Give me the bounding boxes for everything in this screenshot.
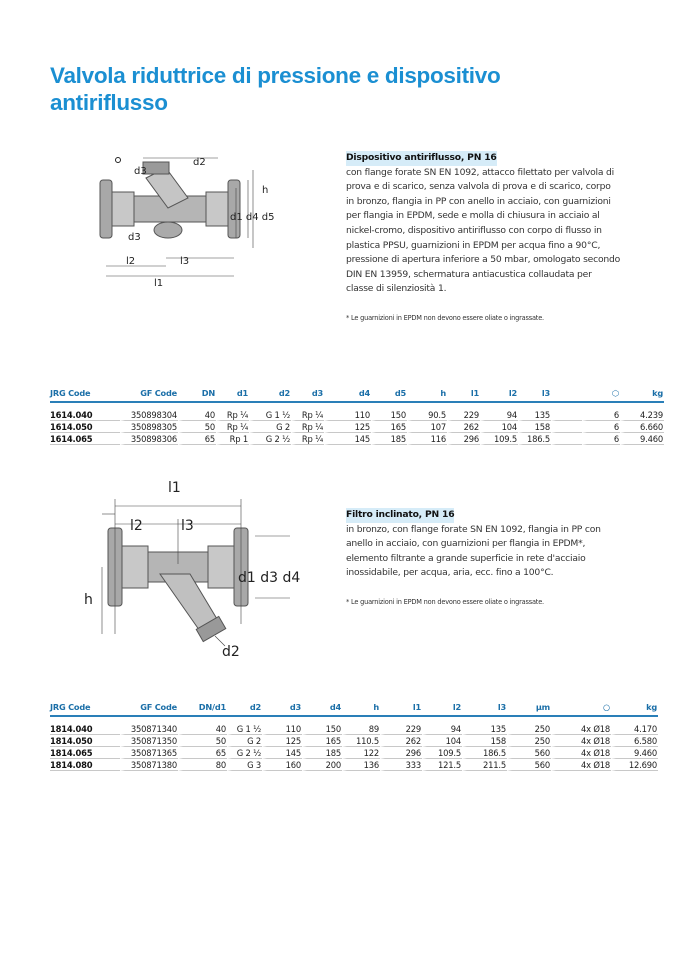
table-cell: 6 xyxy=(582,409,620,421)
column-header: d3 xyxy=(291,388,324,403)
table-cell: 50 xyxy=(178,421,216,433)
table-cell: 94 xyxy=(480,409,518,421)
table-cell: 200 xyxy=(302,759,342,771)
table-cell: 350871365 xyxy=(120,747,178,759)
table-cell: G 2 xyxy=(249,421,291,433)
table-cell: 9.460 xyxy=(620,433,664,445)
table-cell: G 2 ½ xyxy=(227,747,262,759)
table-cell: 186.5 xyxy=(518,433,551,445)
table-cell: 1814.050 xyxy=(50,735,120,747)
table-cell: 350898305 xyxy=(120,421,178,433)
table-cell: 107 xyxy=(407,421,447,433)
column-header: l3 xyxy=(518,388,551,403)
table-cell xyxy=(551,409,582,421)
column-header: h xyxy=(342,702,380,717)
column-header xyxy=(551,388,582,403)
column-header: JRG Code xyxy=(50,388,120,403)
table-cell: 40 xyxy=(178,723,227,735)
column-header: l3 xyxy=(462,702,507,717)
label-l2: l2 xyxy=(126,256,136,267)
page-title: Valvola riduttrice di pressione e dispositivo antiriflusso xyxy=(50,63,501,115)
label-d3-top: d3 xyxy=(134,166,147,177)
table-cell: 1614.050 xyxy=(50,421,120,433)
table-cell: 158 xyxy=(518,421,551,433)
column-header: kg xyxy=(620,388,664,403)
table-cell: 104 xyxy=(422,735,462,747)
backflow-preventer-table xyxy=(50,388,664,445)
label-h: h xyxy=(262,185,269,196)
table-cell: 125 xyxy=(262,735,302,747)
backflow-preventer-diagram xyxy=(88,148,298,288)
table-cell: 4x Ø18 xyxy=(551,735,611,747)
label-l1: l1 xyxy=(154,278,164,288)
table-row xyxy=(50,747,658,759)
table-cell: 1814.080 xyxy=(50,759,120,771)
label-l2: l2 xyxy=(130,518,143,534)
y-strainer-diagram xyxy=(80,474,310,664)
table-cell xyxy=(551,433,582,445)
y-strainer-table xyxy=(50,702,658,771)
table-cell: 262 xyxy=(380,735,422,747)
table-row xyxy=(50,421,664,433)
table-cell: 262 xyxy=(447,421,480,433)
section-note: * Le guarnizioni in EPDM non devono essere oliate o ingrassate. xyxy=(346,313,544,322)
table-cell: 185 xyxy=(371,433,407,445)
table-cell: 40 xyxy=(178,409,216,421)
table-cell: 65 xyxy=(178,433,216,445)
table-cell: 250 xyxy=(507,735,551,747)
table-cell: 350898306 xyxy=(120,433,178,445)
table-cell: 80 xyxy=(178,759,227,771)
table-cell: 9.460 xyxy=(611,747,658,759)
column-header: d2 xyxy=(227,702,262,717)
section-heading: Dispositivo antiriflusso, PN 16 xyxy=(346,151,497,166)
table-cell: 145 xyxy=(262,747,302,759)
table-cell: 65 xyxy=(178,747,227,759)
table-cell: 94 xyxy=(422,723,462,735)
table-row xyxy=(50,409,664,421)
table-cell: 109.5 xyxy=(422,747,462,759)
table-cell: 110 xyxy=(262,723,302,735)
table-cell: 90.5 xyxy=(407,409,447,421)
table-cell: G 2 xyxy=(227,735,262,747)
table-cell: 116 xyxy=(407,433,447,445)
label-d1-d4-d5: d1 d4 d5 xyxy=(230,212,275,223)
table-cell: 350898304 xyxy=(120,409,178,421)
table-header xyxy=(50,388,664,403)
table-cell: 250 xyxy=(507,723,551,735)
table-cell: 104 xyxy=(480,421,518,433)
label-d1-d3-d4: d1 d3 d4 xyxy=(238,570,301,586)
table-cell: 4.170 xyxy=(611,723,658,735)
section-heading: Filtro inclinato, PN 16 xyxy=(346,508,454,523)
table-cell: 158 xyxy=(462,735,507,747)
table-cell: 186.5 xyxy=(462,747,507,759)
section-note: * Le guarnizioni in EPDM non devono essere oliate o ingrassate. xyxy=(346,597,544,606)
table-cell: 165 xyxy=(302,735,342,747)
table-cell: G 1 ½ xyxy=(227,723,262,735)
table-cell: 350871350 xyxy=(120,735,178,747)
table-cell: 6 xyxy=(582,421,620,433)
table-cell: 4.239 xyxy=(620,409,664,421)
column-header: kg xyxy=(611,702,658,717)
column-header: JRG Code xyxy=(50,702,120,717)
label-h: h xyxy=(84,592,93,608)
column-header: GF Code xyxy=(120,388,178,403)
table-cell: 296 xyxy=(380,747,422,759)
table-cell: 4x Ø18 xyxy=(551,723,611,735)
table-cell: 560 xyxy=(507,759,551,771)
column-header: d3 xyxy=(262,702,302,717)
table-cell: 165 xyxy=(371,421,407,433)
table-cell: 4x Ø18 xyxy=(551,759,611,771)
table-cell: 12.690 xyxy=(611,759,658,771)
table-cell: 6 xyxy=(582,433,620,445)
table-cell: 6.580 xyxy=(611,735,658,747)
table-row xyxy=(50,433,664,445)
table-cell: 1614.040 xyxy=(50,409,120,421)
column-header: d2 xyxy=(249,388,291,403)
column-header: GF Code xyxy=(120,702,178,717)
column-header: d5 xyxy=(371,388,407,403)
table-row xyxy=(50,759,658,771)
table-cell: 150 xyxy=(302,723,342,735)
column-header: µm xyxy=(507,702,551,717)
table-header xyxy=(50,702,658,717)
column-header: d4 xyxy=(302,702,342,717)
table-cell: 110.5 xyxy=(342,735,380,747)
table-cell: 1814.040 xyxy=(50,723,120,735)
column-header: DN/d1 xyxy=(178,702,227,717)
table-cell: 6.660 xyxy=(620,421,664,433)
table-cell: Rp ¼ xyxy=(216,421,249,433)
section-text: con flange forate SN EN 1092, attacco filettato per valvola di prova e di scarico, senza valvola di prova e di scarico, corpo in bronzo, flangia in PP con anello in acciaio, con guarnizioni per flangia in EPDM, sede e molla di chiusura in acciaio al nickel-cromo, dispositivo antiriflusso con corpo di flusso in plastica PPSU, guarnizioni in EPDM per acqua fino a 90°C, pressione di apertura inferiore a 50 mbar, omologato secondo DIN EN 13959, schermatura antiacustica collaudata per classe di silenziosità 1. xyxy=(346,166,621,295)
table-cell: 185 xyxy=(302,747,342,759)
table-cell: 109.5 xyxy=(480,433,518,445)
table-cell: 229 xyxy=(380,723,422,735)
column-header: d4 xyxy=(324,388,371,403)
column-header: l2 xyxy=(480,388,518,403)
table-cell: 4x Ø18 xyxy=(551,747,611,759)
label-l3: l3 xyxy=(181,518,194,534)
table-cell: 160 xyxy=(262,759,302,771)
label-d2: d2 xyxy=(193,157,206,168)
table-cell: 89 xyxy=(342,723,380,735)
table-cell: 122 xyxy=(342,747,380,759)
column-header: l2 xyxy=(422,702,462,717)
table-cell: 150 xyxy=(371,409,407,421)
table-cell: 125 xyxy=(324,421,371,433)
table-row xyxy=(50,723,658,735)
column-header: ⬡ xyxy=(582,388,620,403)
table-cell: G 1 ½ xyxy=(249,409,291,421)
backflow-preventer-description xyxy=(346,151,621,326)
column-header: h xyxy=(407,388,447,403)
table-cell: 229 xyxy=(447,409,480,421)
table-cell: 135 xyxy=(462,723,507,735)
label-d2: d2 xyxy=(222,644,240,660)
table-cell: Rp ¼ xyxy=(291,421,324,433)
column-header: ○ xyxy=(551,702,611,717)
section-text: in bronzo, con flange forate SN EN 1092, flangia in PP con anello in acciaio, con guarnizioni per flangia in EPDM*, elemento filtrante a grande superficie in rete d'acciaio inossidabile, per acqua, aria, ecc. fino a 100°C. xyxy=(346,523,601,579)
table-cell: 333 xyxy=(380,759,422,771)
table-cell: 211.5 xyxy=(462,759,507,771)
table-cell: Rp ¼ xyxy=(216,409,249,421)
column-header: d1 xyxy=(216,388,249,403)
table-cell: 1614.065 xyxy=(50,433,120,445)
table-cell: 145 xyxy=(324,433,371,445)
table-cell: 136 xyxy=(342,759,380,771)
table-cell: 110 xyxy=(324,409,371,421)
table-cell: G 2 ½ xyxy=(249,433,291,445)
table-cell xyxy=(551,421,582,433)
column-header: l1 xyxy=(447,388,480,403)
table-cell: 350871380 xyxy=(120,759,178,771)
label-d3-bottom: d3 xyxy=(128,232,141,243)
table-cell: 296 xyxy=(447,433,480,445)
column-header: DN xyxy=(178,388,216,403)
table-cell: 50 xyxy=(178,735,227,747)
table-cell: 560 xyxy=(507,747,551,759)
label-l3: l3 xyxy=(180,256,190,267)
table-cell: Rp 1 xyxy=(216,433,249,445)
table-cell: 135 xyxy=(518,409,551,421)
table-cell: 1814.065 xyxy=(50,747,120,759)
table-cell: G 3 xyxy=(227,759,262,771)
column-header: l1 xyxy=(380,702,422,717)
table-row xyxy=(50,735,658,747)
table-cell: 121.5 xyxy=(422,759,462,771)
table-cell: Rp ¼ xyxy=(291,409,324,421)
table-cell: Rp ¼ xyxy=(291,433,324,445)
table-cell: 350871340 xyxy=(120,723,178,735)
y-strainer-description xyxy=(346,508,621,610)
label-l1: l1 xyxy=(168,480,181,496)
